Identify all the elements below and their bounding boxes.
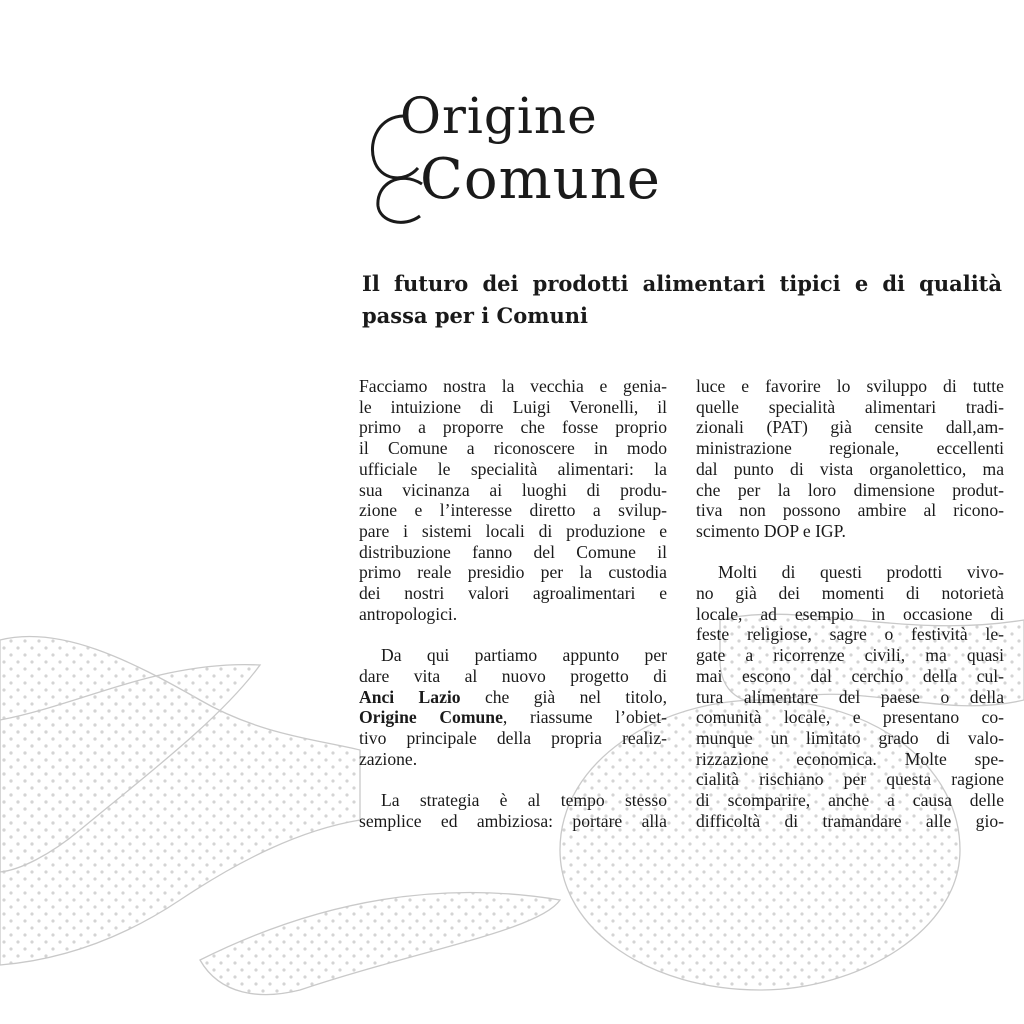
text-line: il Comune a riconoscere in modo <box>359 438 667 459</box>
text-line: di scomparire, anche a causa delle <box>696 790 1004 811</box>
origine-comune-logo <box>360 88 780 228</box>
text-line: zione e l’interesse diretto a svilup- <box>359 500 667 521</box>
text-line: comunità locale, e presentano co- <box>696 707 1004 728</box>
text-line: tiva non possono ambire al ricono- <box>696 500 1004 521</box>
logo-line-comune: Comune <box>420 147 661 212</box>
text-line: luce e favorire lo sviluppo di tutte <box>696 376 1004 396</box>
text-line: zazione. <box>359 748 418 769</box>
text-line: tivo principale della propria realiz- <box>359 727 667 748</box>
subtitle-line-1: Il futuro dei prodotti alimentari tipici e di qualità <box>362 271 1002 296</box>
text-column-right <box>696 376 1004 852</box>
subtitle-line-2: passa per i Comuni <box>362 303 589 328</box>
text-line: gate a ricorrenze civili, ma quasi <box>696 645 1004 666</box>
text-line: primo a proporre che fosse proprio <box>359 417 667 438</box>
origine-comune-bold: Origine Comune <box>359 707 503 728</box>
text-line: munque un limitato grado di valo- <box>696 727 1004 748</box>
text-line: feste religiose, sagre o festività le- <box>696 624 1004 645</box>
text-line: difficoltà di tramandare alle gio- <box>696 810 1004 831</box>
text-line: ufficiale le specialità alimentari: la <box>359 458 667 479</box>
text-line: Facciamo nostra la vecchia e genia- <box>359 376 667 396</box>
text-line: mai escono dal cerchio della cul- <box>696 665 1004 686</box>
decor-swoosh <box>200 893 560 995</box>
text-line: dei nostri valori agroalimentari e <box>359 583 667 604</box>
paragraph-pat <box>696 376 1004 542</box>
text-line: semplice ed ambiziosa: portare alla <box>359 810 667 831</box>
paragraph-intro <box>359 376 667 624</box>
text-line: tura alimentare del paese o della <box>696 686 1004 707</box>
page-subtitle <box>362 268 1002 332</box>
text-line: Anci Lazio che già nel titolo, <box>359 686 667 707</box>
text-line: Da qui partiamo appunto per <box>381 645 667 666</box>
text-line: antropologici. <box>359 603 458 624</box>
text-line: rizzazione economica. Molte spe- <box>696 748 1004 769</box>
text-line: Molti di questi prodotti vivo- <box>718 562 1004 583</box>
text-line: ministrazione regionale, eccellenti <box>696 438 1004 459</box>
anci-lazio-bold: Anci Lazio <box>359 686 461 707</box>
text-line: primo reale presidio per la custodia <box>359 562 667 583</box>
text-line: dare vita al nuovo progetto di <box>359 665 667 686</box>
text-line: pare i sistemi locali di produzione e <box>359 520 667 541</box>
paragraph-project <box>359 645 667 769</box>
paragraph-strategy <box>359 790 667 831</box>
text-line: scimento DOP e IGP. <box>696 520 846 541</box>
text-line: locale, ad esempio in occasione di <box>696 603 1004 624</box>
text-column-left <box>359 376 667 852</box>
text-line: dal punto di vista organolettico, ma <box>696 458 1004 479</box>
text-line: sua vicinanza ai luoghi di produ- <box>359 479 667 500</box>
paragraph-notoriety <box>696 562 1004 831</box>
text-line: Origine Comune, riassume l’obiet- <box>359 707 667 728</box>
text-line: distribuzione fanno del Comune il <box>359 541 667 562</box>
text-line: cialità rischiano per questa ragione <box>696 769 1004 790</box>
text-line: no già dei momenti di notorietà <box>696 583 1004 604</box>
text-line: le intuizione di Luigi Veronelli, il <box>359 396 667 417</box>
text-line: quelle specialità alimentari tradi- <box>696 396 1004 417</box>
text-line: che per la loro dimensione produt- <box>696 479 1004 500</box>
logo-line-origine: Origine <box>400 87 598 145</box>
text-line: La strategia è al tempo stesso <box>381 790 667 811</box>
text-line: zionali (PAT) già censite dall,am- <box>696 417 1004 438</box>
